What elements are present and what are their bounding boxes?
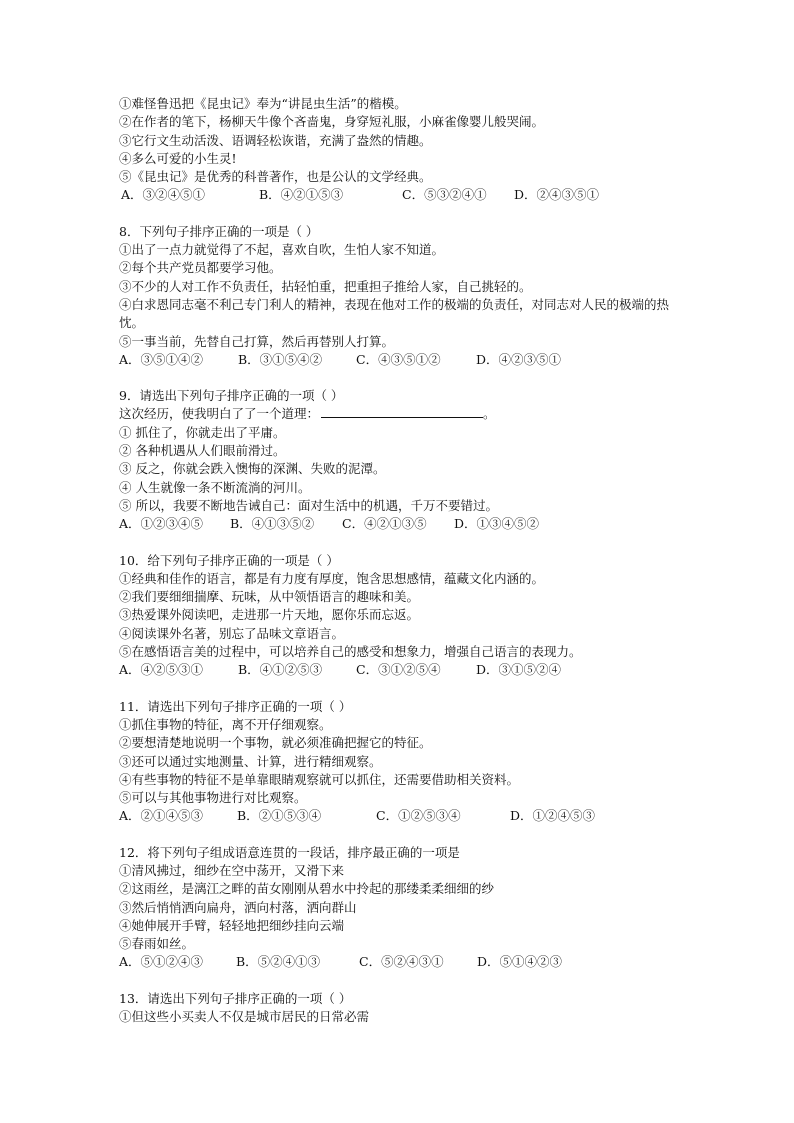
question-title: 8．下列句子排序正确的一项是（ ） bbox=[119, 223, 319, 239]
question-13 bbox=[119, 990, 679, 1027]
option-a: A．②①④⑤③ bbox=[119, 808, 204, 824]
option-d: D．④②③⑤① bbox=[476, 351, 562, 367]
sentence-2: ②要想清楚地说明一个事物，就必须准确把握它的特征。 bbox=[119, 735, 432, 751]
question-8 bbox=[119, 223, 679, 369]
option-d: D．③①⑤②④ bbox=[476, 662, 562, 678]
sentence-4: ④她伸展开手臂，轻轻地把细纱挂向云端 bbox=[119, 917, 345, 933]
option-a: A．③②④⑤① bbox=[121, 187, 206, 203]
question-10 bbox=[119, 552, 679, 680]
sentence-2: ②我们要细细揣摩、玩味，从中领悟语言的趣味和美。 bbox=[119, 589, 420, 605]
sentence-4: ④阅读课外名著，别忘了品味文章语言。 bbox=[119, 625, 345, 641]
option-d: D．①②④⑤③ bbox=[510, 808, 596, 824]
document-page bbox=[119, 95, 679, 1026]
answer-options bbox=[119, 661, 679, 679]
option-a: A．③⑤①④② bbox=[119, 351, 204, 367]
option-c: C．④③⑤①② bbox=[356, 351, 441, 367]
sentence-2: ②在作者的笔下，杨柳天牛像个吝啬鬼，身穿短礼服，小麻雀像婴儿般哭闹。 bbox=[119, 114, 545, 130]
sentence-5: ⑤可以与其他事物进行对比观察。 bbox=[119, 790, 307, 806]
option-d: D．②④③⑤① bbox=[514, 187, 600, 203]
option-b: B．⑤②④①③ bbox=[236, 954, 321, 970]
sentence-2: ② 各种机遇从人们眼前滑过。 bbox=[119, 443, 286, 459]
sentence-2: ②这雨丝，是漓江之畔的苗女刚刚从碧水中拎起的那缕柔柔细细的纱 bbox=[119, 881, 495, 897]
sentence-1: ①经典和佳作的语言，都是有力度有厚度，饱含思想感情，蕴藏文化内涵的。 bbox=[119, 570, 545, 586]
answer-blank bbox=[321, 405, 483, 418]
option-d: D．①③④⑤② bbox=[454, 516, 540, 532]
sentence-1: ① 抓住了，你就走出了平庸。 bbox=[119, 424, 286, 440]
sentence-3: ③不少的人对工作不负责任，拈轻怕重，把重担子推给人家，自己挑轻的。 bbox=[119, 278, 532, 294]
answer-options bbox=[119, 186, 679, 204]
sentence-1: ①出了一点力就觉得了不起，喜欢自吹，生怕人家不知道。 bbox=[119, 242, 445, 258]
lead-text: 这次经历，使我明白了了一个道理： bbox=[119, 406, 320, 422]
question-title: 10．给下列句子排序正确的一项是（ ） bbox=[119, 552, 339, 568]
sentence-1: ①清风拂过，细纱在空中荡开，又滑下来 bbox=[119, 862, 345, 878]
question-title: 13．请选出下列句子排序正确的一项（ ） bbox=[119, 990, 352, 1006]
sentence-3: ③热爱课外阅读吧，走进那一片天地，愿你乐而忘返。 bbox=[119, 607, 420, 623]
sentence-4: ④白求恩同志毫不利己专门利人的精神，表现在他对工作的极端的负责任，对同志对人民的极端的热忱。 bbox=[119, 296, 670, 331]
sentence-5: ⑤在感悟语言美的过程中，可以培养自己的感受和想象力，增强自己语言的表现力。 bbox=[119, 644, 582, 660]
sentence-5: ⑤ 所以，我要不断地告诫自己：面对生活中的机遇，千万不要错过。 bbox=[119, 497, 498, 513]
sentence-1: ①抓住事物的特征，离不开仔细观察。 bbox=[119, 716, 332, 732]
sentence-5: ⑤春雨如丝。 bbox=[119, 936, 195, 952]
option-c: C．⑤②④③① bbox=[359, 954, 444, 970]
question-12 bbox=[119, 844, 679, 972]
question-title: 11．请选出下列句子排序正确的一项（ ） bbox=[119, 698, 352, 714]
question-title: 9．请选出下列句子排序正确的一项（ ） bbox=[119, 388, 344, 404]
question-11 bbox=[119, 698, 679, 826]
option-c: C．①②⑤③④ bbox=[376, 808, 461, 824]
option-c: C．④②①③⑤ bbox=[342, 516, 427, 532]
question-9 bbox=[119, 387, 679, 533]
intro-section bbox=[119, 95, 679, 205]
sentence-4: ④多么可爱的小生灵! bbox=[119, 150, 237, 166]
option-b: B．④①②⑤③ bbox=[238, 662, 323, 678]
answer-options bbox=[119, 953, 679, 971]
answer-options bbox=[119, 515, 679, 533]
sentence-1: ①难怪鲁迅把《昆虫记》奉为“讲昆虫生活”的楷模。 bbox=[119, 96, 407, 111]
option-d: D．⑤①④②③ bbox=[477, 954, 563, 970]
option-a: A．⑤①②④③ bbox=[119, 954, 204, 970]
sentence-1: ①但这些小买卖人不仅是城市居民的日常必需 bbox=[119, 1009, 370, 1025]
sentence-5: ⑤一事当前，先替自己打算，然后再替别人打算。 bbox=[119, 333, 395, 349]
option-c: C．⑤③②④① bbox=[402, 187, 487, 203]
option-a: A．④②⑤③① bbox=[119, 662, 204, 678]
option-b: B．④①③⑤② bbox=[230, 516, 315, 532]
answer-options bbox=[119, 807, 679, 825]
option-b: B．③①⑤④② bbox=[238, 351, 323, 367]
answer-options bbox=[119, 351, 679, 369]
sentence-3: ③它行文生动活泼、语调轻松诙谐，充满了盎然的情趣。 bbox=[119, 132, 432, 148]
sentence-4: ④ 人生就像一条不断流淌的河川。 bbox=[119, 479, 311, 495]
lead-end: 。 bbox=[483, 406, 496, 422]
sentence-5: ⑤《昆虫记》是优秀的科普著作，也是公认的文学经典。 bbox=[119, 169, 432, 185]
sentence-4: ④有些事物的特征不是单靠眼睛观察就可以抓住，还需要借助相关资料。 bbox=[119, 771, 520, 787]
sentence-2: ②每个共产党员都要学习他。 bbox=[119, 260, 282, 276]
question-title: 12．将下列句子组成语意连贯的一段话，排序最正确的一项是 bbox=[119, 844, 460, 860]
option-b: B．②①⑤③④ bbox=[237, 808, 322, 824]
question-lead bbox=[119, 405, 679, 423]
sentence-3: ③ 反之，你就会跌入懊悔的深渊、失败的泥潭。 bbox=[119, 461, 386, 477]
option-a: A．①②③④⑤ bbox=[119, 516, 204, 532]
sentence-3: ③还可以通过实地测量、计算，进行精细观察。 bbox=[119, 753, 382, 769]
sentence-3: ③然后悄悄洒向扁舟，洒向村落，洒向群山 bbox=[119, 899, 357, 915]
option-b: B．④②①⑤③ bbox=[259, 187, 344, 203]
option-c: C．③①②⑤④ bbox=[356, 662, 441, 678]
